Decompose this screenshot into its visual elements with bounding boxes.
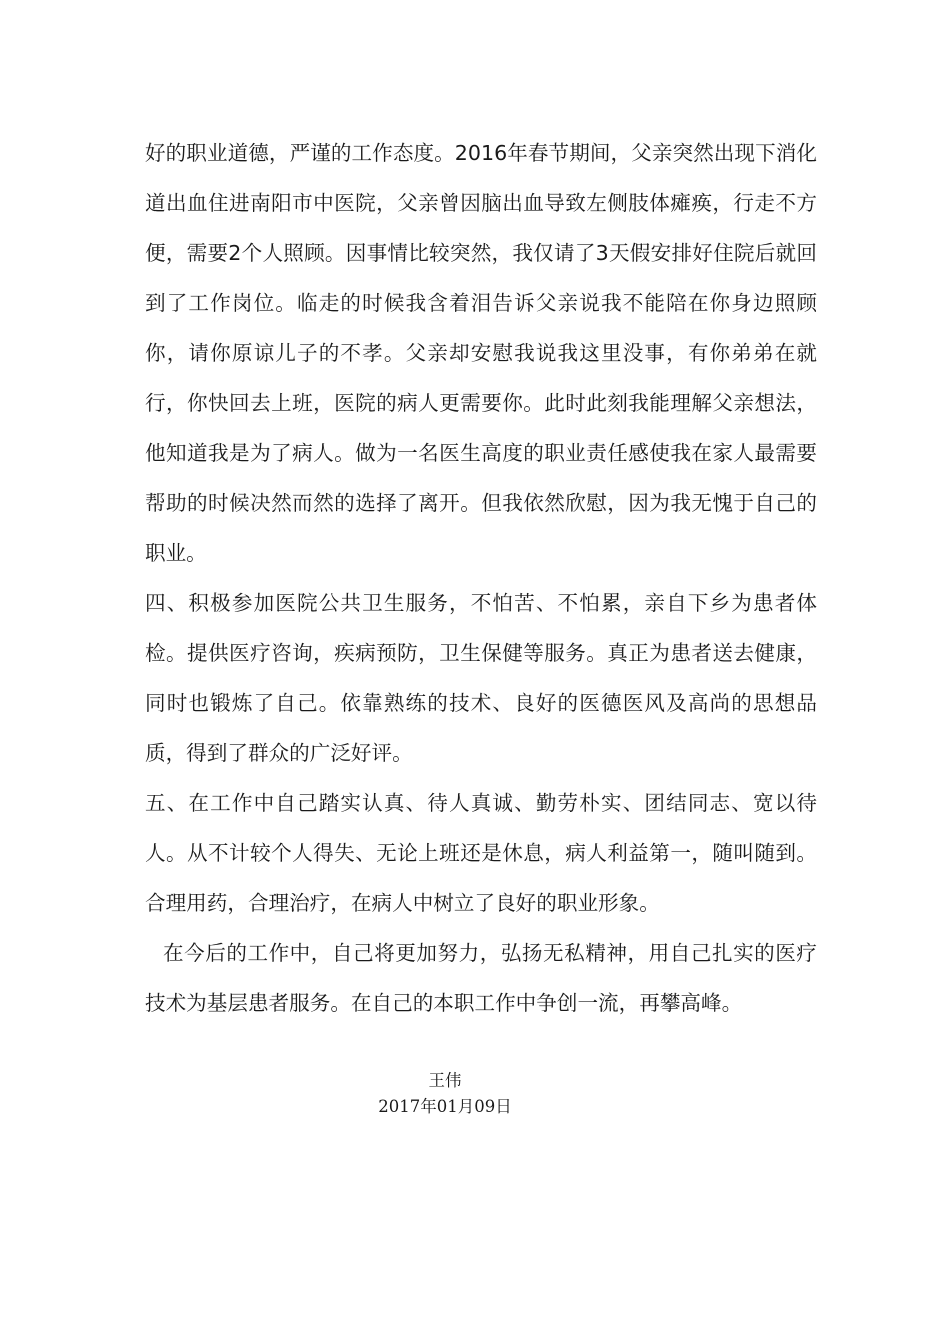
paragraph-continuation: 好的职业道德，严谨的工作态度。2016年春节期间，父亲突然出现下消化道出血住进南阳市中医院，父亲曾因脑出血导致左侧肢体瘫痪，行走不方便，需要2个人照顾。因事情比较突然，我仅请了3天假安排好住院后就回到了工作岗位。临走的时候我含着泪告诉父亲说我不能陪在你身边照顾你，请你原谅儿子的不孝。父亲却安慰我说我这里没事，有你弟弟在就行，你快回去上班，医院的病人更需要你。此时此刻我能理解父亲想法，他知道我是为了病人。做为一名医生高度的职业责任感使我在家人最需要帮助的时候决然而然的选择了离开。但我依然欣慰，因为我无愧于自己的职业。 bbox=[145, 141, 817, 565]
signature-date: 2017年01月09日 bbox=[378, 1097, 512, 1116]
paragraph-closing: 在今后的工作中，自己将更加努力，弘扬无私精神，用自己扎实的医疗技术为基层患者服务。在自己的本职工作中争创一流，再攀高峰。 bbox=[145, 941, 817, 1015]
paragraph-section-four: 四、积极参加医院公共卫生服务，不怕苦、不怕累，亲自下乡为患者体检。提供医疗咨询，疾病预防，卫生保健等服务。真正为患者送去健康，同时也锻炼了自己。依靠熟练的技术、良好的医德医风及高尚的思想品质，得到了群众的广泛好评。 bbox=[145, 591, 817, 765]
paragraph-section-five: 五、在工作中自己踏实认真、待人真诚、勤劳朴实、团结同志、宽以待人。从不计较个人得失、无论上班还是休息，病人利益第一，随叫随到。合理用药，合理治疗，在病人中树立了良好的职业形象。 bbox=[145, 791, 817, 915]
signature-block bbox=[145, 1068, 745, 1120]
signature-name: 王伟 bbox=[428, 1071, 462, 1090]
document-body bbox=[145, 128, 817, 1028]
